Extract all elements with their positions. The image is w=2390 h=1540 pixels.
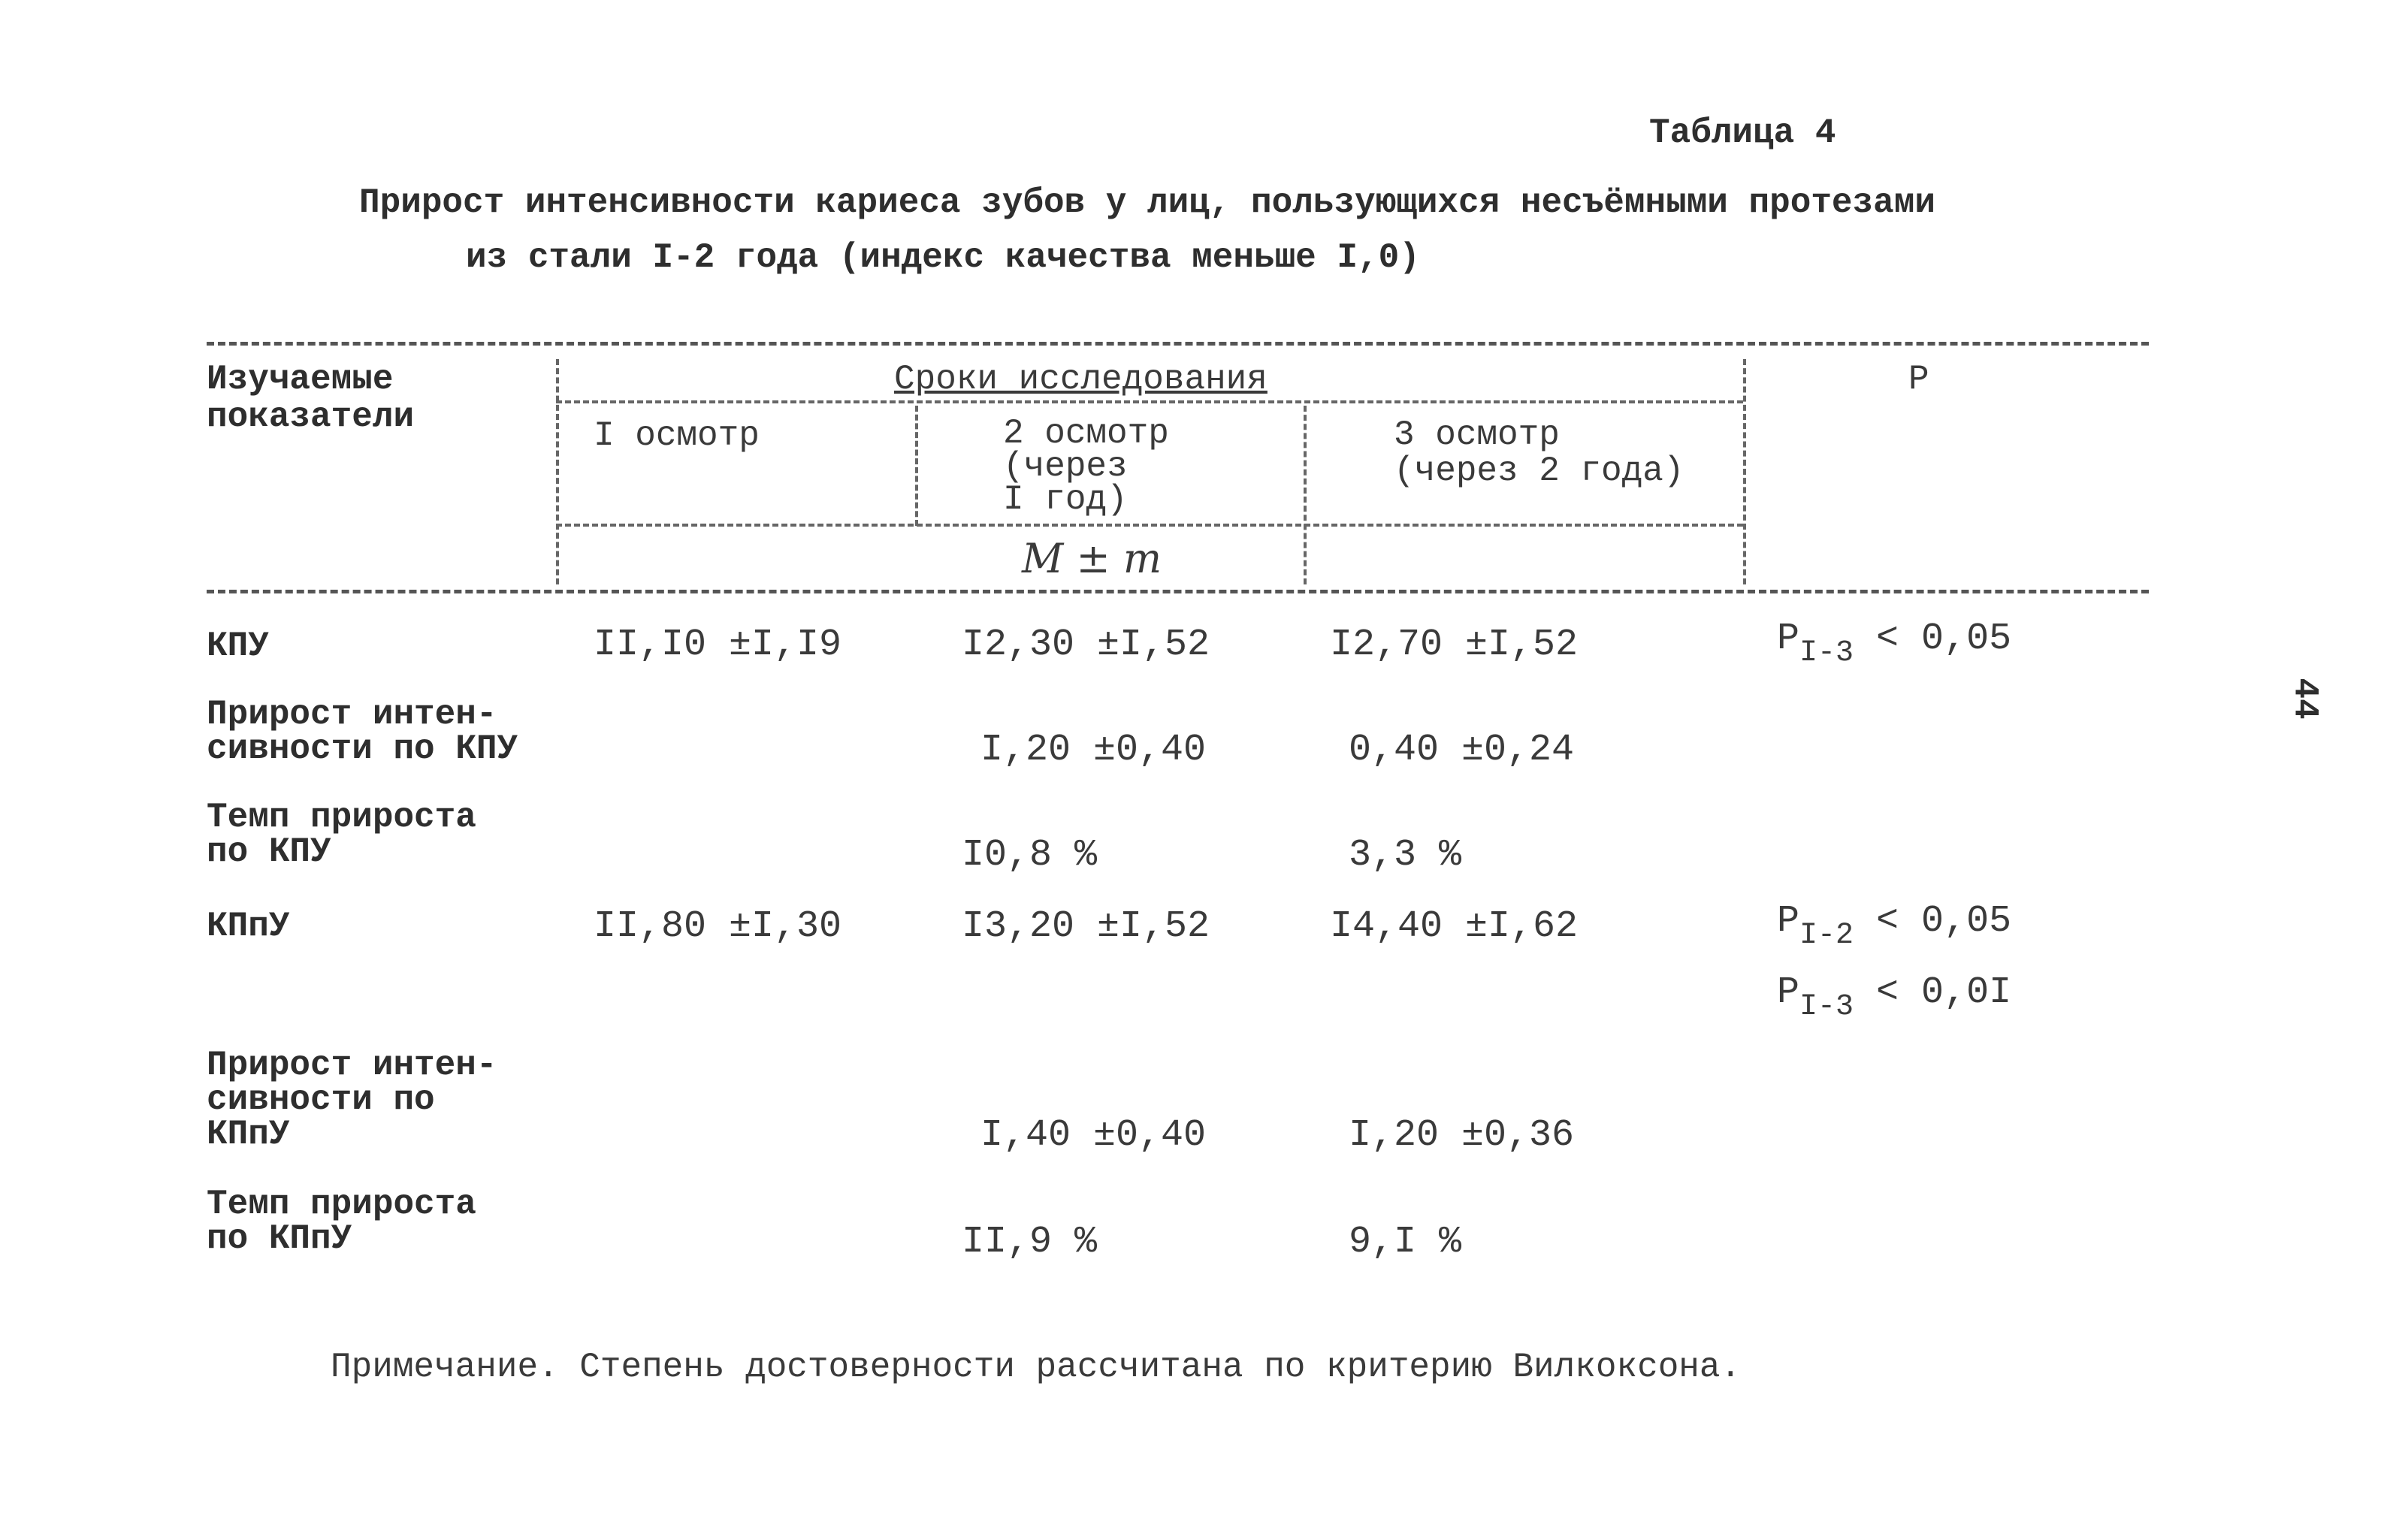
row-kpu-label: КПУ xyxy=(207,627,269,666)
row-kppu-p1: $P_{I-2} < 0,05$ xyxy=(1777,900,2012,953)
row-kpu-growth-exam3: 0,40 ±0,24 xyxy=(1349,729,1575,772)
column-rule-3 xyxy=(1304,406,1307,584)
table-number: Таблица 4 xyxy=(1649,113,1836,152)
header-terms: Сроки исследования xyxy=(894,360,1268,399)
header-p: P xyxy=(1908,360,1929,399)
row-kppu-growth-label: Прирост интен- сивности по КПпУ xyxy=(207,1046,497,1154)
table-note: Примечание. Степень достоверности рассчитана по критерию Вилкоксона. xyxy=(331,1348,1742,1387)
exam-row-rule xyxy=(556,524,1743,527)
row-kppu-rate-exam3: 9,I % xyxy=(1349,1221,1462,1264)
column-rule-4 xyxy=(1743,359,1746,584)
row-kpu-p: $P_{I-3} < 0,05$ xyxy=(1777,618,2012,670)
row-kppu-exam3: I4,40 ±I,62 xyxy=(1330,905,1579,948)
row-kppu-growth-exam3: I,20 ±0,36 xyxy=(1349,1114,1575,1157)
table-title-line1: Прирост интенсивности кариеса зубов у лиц, пользующихся несъёмными протезами xyxy=(359,183,1935,222)
header-indicators: Изучаемые показатели xyxy=(207,360,415,436)
row-kpu-rate-exam3: 3,3 % xyxy=(1349,834,1462,877)
row-kppu-rate-label: Темп прироста по КПпУ xyxy=(207,1185,476,1258)
row-kppu-label: КПпУ xyxy=(207,907,290,946)
header-mean-label: M ± m xyxy=(1022,535,1162,582)
row-kpu-exam1: II,I0 ±I,I9 xyxy=(594,624,842,666)
row-kppu-exam2: I3,20 ±I,52 xyxy=(962,905,1210,948)
header-exam1: I осмотр xyxy=(594,416,760,455)
table-title-line2: из стали I-2 года (индекс качества меньше I,0) xyxy=(466,238,1420,277)
row-kppu-growth-exam2: I,40 ±0,40 xyxy=(980,1114,1207,1157)
terms-underline xyxy=(556,400,1743,403)
row-kpu-growth-label: Прирост интен- сивности по КПУ xyxy=(207,695,518,768)
row-kppu-exam1: II,80 ±I,30 xyxy=(594,905,842,948)
column-rule-2 xyxy=(915,406,918,526)
header-exam3: 3 осмотр (через 2 года) xyxy=(1394,415,1684,491)
header-exam2: 2 осмотр (через I год) xyxy=(1003,414,1169,519)
row-kpu-growth-exam2: I,20 ±0,40 xyxy=(980,729,1207,772)
row-kpu-rate-label: Темп прироста по КПУ xyxy=(207,798,476,871)
table-top-rule xyxy=(207,342,2149,346)
row-kppu-rate-exam2: II,9 % xyxy=(962,1221,1098,1264)
header-bottom-rule xyxy=(207,590,2149,593)
row-kpu-exam2: I2,30 ±I,52 xyxy=(962,624,1210,666)
row-kpu-rate-exam2: I0,8 % xyxy=(962,834,1098,877)
page-number: 44 xyxy=(2285,678,2325,720)
column-rule-1 xyxy=(556,359,559,584)
row-kpu-exam3: I2,70 ±I,52 xyxy=(1330,624,1579,666)
row-kppu-p2: $P_{I-3} < 0,0I$ xyxy=(1777,971,2012,1024)
